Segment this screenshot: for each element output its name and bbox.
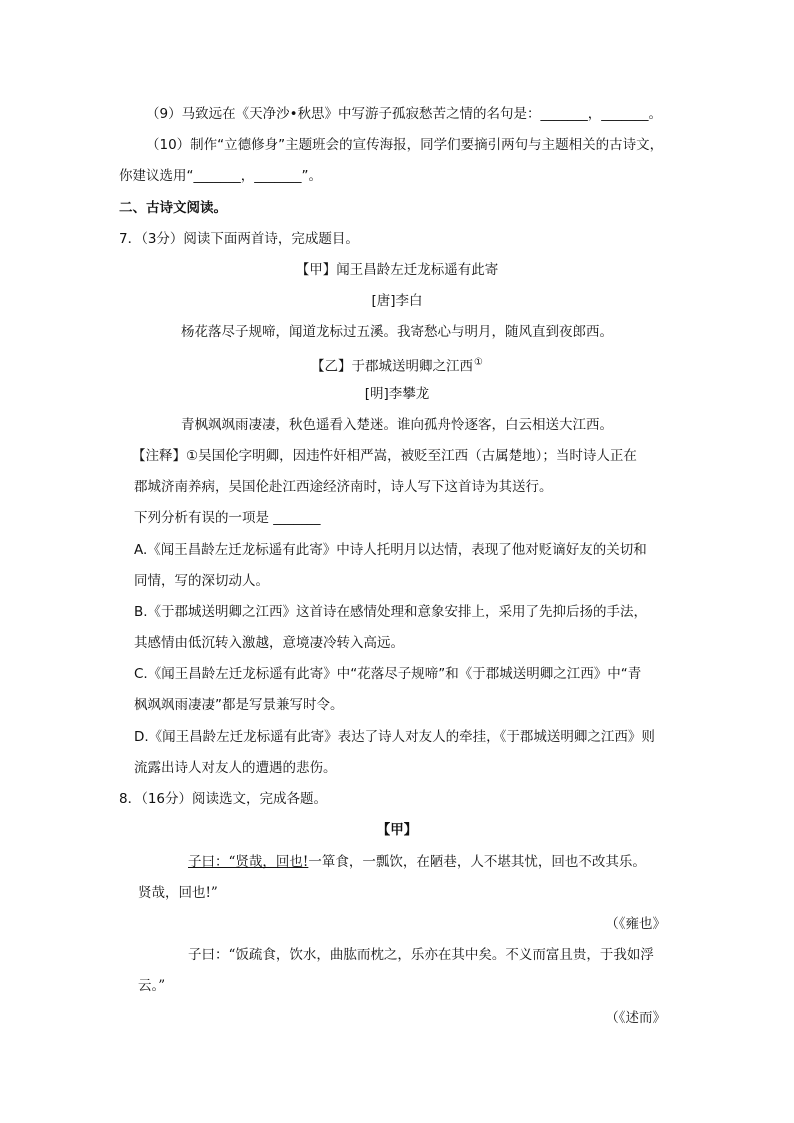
source-shuer: （《述而》 [605, 1010, 666, 1026]
poem-1-text: 杨花落尽子规啼，闻道龙标过五溪。我寄愁心与明月，随风直到夜郎西。 [181, 324, 613, 340]
option-c-line-2: 枫飒飒雨凄凄”都是写景兼写时令。 [134, 697, 344, 713]
poem-1-author: [唐]李白 [371, 293, 423, 309]
passage-1-underlined: 子曰：“贤哉，回也! [188, 854, 309, 870]
question-9: （9）马致远在《天净沙•秋思》中写游子孤寂愁苦之情的名句是：_______，_______。 [146, 106, 663, 122]
option-a-line-2: 同情，写的深切动人。 [134, 573, 269, 589]
option-b-line-1: B.《于郡城送明卿之江西》这首诗在感情处理和意象安排上，采用了先抑后扬的手法， [134, 604, 648, 620]
option-a-line-1: A.《闻王昌龄左迁龙标遥有此寄》中诗人托明月以达情，表现了他对贬谪好友的关切和 [134, 542, 647, 558]
passage-1-line-1 [188, 852, 646, 872]
option-d-line-1: D.《闻王昌龄左迁龙标遥有此寄》表达了诗人对友人的牵挂，《于郡城送明卿之江西》则 [134, 729, 655, 745]
passage-1-line-2: 贤哉，回也!” [138, 885, 218, 901]
poem-2-title: 【乙】于郡城送明卿之江西 [311, 358, 474, 375]
question-7-prompt: 下列分析有误的一项是 _______ [134, 510, 321, 526]
footnote-mark: ① [474, 357, 483, 368]
question-10-line-2: 你建议选用“_______，_______”。 [119, 168, 322, 184]
option-c-line-1: C.《闻王昌龄左迁龙标遥有此寄》中“花落尽子规啼”和《于郡城送明卿之江西》中“青 [134, 666, 642, 682]
passage-2-line-1: 子曰：“饭疏食，饮水，曲肱而枕之，乐亦在其中矣。不义而富且贵，于我如浮 [188, 947, 654, 963]
passage-1-rest: 一箪食，一瓢饮，在陋巷，人不堪其忧，回也不改其乐。 [308, 854, 646, 870]
annotation-line-2: 郡城济南养病，吴国伦赴江西途经济南时，诗人写下这首诗为其送行。 [134, 479, 553, 495]
passage-jia-label: 【甲】 [376, 822, 418, 838]
question-10-line-1: （10）制作“立德修身”主题班会的宣传海报，同学们要摘引两句与主题相关的古诗文， [146, 137, 664, 153]
poem-2-text: 青枫飒飒雨凄凄，秋色遥看入楚迷。谁向孤舟怜逐客，白云相送大江西。 [181, 417, 613, 433]
poem-2-title-row [0, 353, 794, 377]
question-8-stem: 8．（16分）阅读选文，完成各题。 [119, 791, 328, 807]
option-b-line-2: 其感情由低沉转入激越，意境凄冷转入高远。 [134, 635, 404, 651]
annotation-line-1: 【注释】①吴国伦字明卿，因违忤奸相严嵩，被贬至江西（古属楚地）；当时诗人正在 [132, 448, 637, 464]
option-d-line-2: 流露出诗人对友人的遭遇的悲伤。 [134, 760, 337, 776]
passage-2-line-2: 云。” [138, 978, 166, 994]
question-7-stem: 7．（3分）阅读下面两首诗，完成题目。 [119, 231, 359, 247]
section-2-title: 二、古诗文阅读。 [119, 200, 227, 216]
poem-2-author: [明]李攀龙 [364, 386, 430, 402]
poem-1-title: 【甲】闻王昌龄左迁龙标遥有此寄 [295, 262, 499, 278]
source-yongye: （《雍也》 [605, 916, 666, 932]
